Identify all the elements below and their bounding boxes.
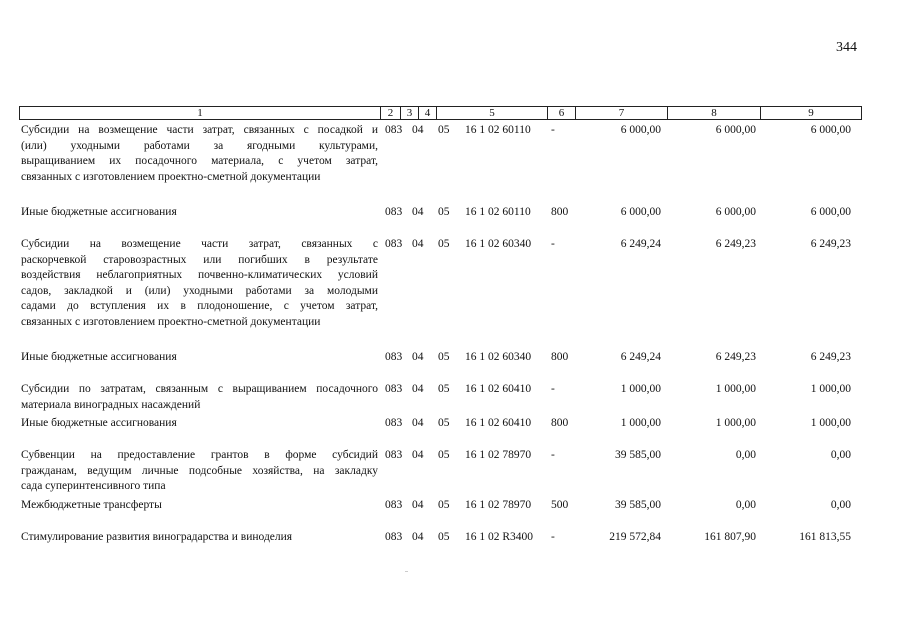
cell-c7: 6 249,24 xyxy=(620,351,661,363)
cell-c6: - xyxy=(551,531,555,543)
row-name xyxy=(21,448,378,495)
cell-c4: 05 xyxy=(438,351,450,363)
row-name-line: Субсидии по затратам, связанным с выращиванием посадочного xyxy=(21,383,378,395)
cell-c2: 083 xyxy=(385,351,403,363)
cell-c9: 6 249,23 xyxy=(810,351,851,363)
cell-c2: 083 xyxy=(385,531,403,543)
cell-c9: 6 000,00 xyxy=(810,124,851,136)
cell-c4: 05 xyxy=(438,206,450,218)
cell-c2: 083 xyxy=(385,238,403,250)
cell-c2: 083 xyxy=(385,124,403,136)
cell-c3: 04 xyxy=(412,383,424,395)
cell-c3: 04 xyxy=(412,206,424,218)
cell-c5: 16 1 02 78970 xyxy=(465,449,532,461)
row-name xyxy=(21,237,378,331)
row-name-line: воздействия неблагоприятных почвенно-климатических условий xyxy=(21,269,378,282)
header-col-9: 9 xyxy=(808,107,814,119)
cell-c6: - xyxy=(551,238,555,250)
cell-c6: 800 xyxy=(551,417,569,429)
row-name-line: материала виноградных насаждений xyxy=(21,398,201,411)
cell-c2: 083 xyxy=(385,383,403,395)
cell-c6: 500 xyxy=(551,499,569,511)
row-name-line: Межбюджетные трансферты xyxy=(21,499,162,511)
cell-c9: 1 000,00 xyxy=(810,417,851,429)
header-col-1: 1 xyxy=(197,107,203,119)
row-name-line: Субсидии на возмещение части затрат, связанных с посадкой и xyxy=(21,124,378,136)
row-name-line: Стимулирование развития виноградарства и виноделия xyxy=(21,531,293,543)
cell-c8: 1 000,00 xyxy=(715,383,756,395)
cell-c9: 1 000,00 xyxy=(810,383,851,395)
cell-c8: 6 249,23 xyxy=(715,351,756,363)
header-col-4: 4 xyxy=(424,107,431,119)
row-name xyxy=(21,205,378,221)
cell-c3: 04 xyxy=(412,124,424,136)
cell-c3: 04 xyxy=(412,417,424,429)
cell-c9: 6 249,23 xyxy=(810,238,851,250)
row-name xyxy=(21,416,378,432)
row-name xyxy=(21,530,378,546)
cell-c8: 0,00 xyxy=(735,499,756,511)
cell-c6: - xyxy=(551,449,555,461)
cell-c5: 16 1 02 78970 xyxy=(465,499,532,511)
header-col-5: 5 xyxy=(489,107,495,119)
cell-c7: 39 585,00 xyxy=(615,499,661,511)
header-col-3: 3 xyxy=(406,107,413,119)
row-name xyxy=(21,498,378,514)
row-name-line: гражданам, ведущим личные подсобные хозяйства, на закладку xyxy=(21,464,378,477)
row-name xyxy=(21,350,378,366)
cell-c3: 04 xyxy=(412,449,424,461)
row-name xyxy=(21,382,378,413)
cell-c4: 05 xyxy=(438,499,450,511)
cell-c5: 16 1 02 60110 xyxy=(465,124,531,136)
row-name-line: садами до вступления их в плодоношение, с учетом затрат, xyxy=(21,300,378,313)
cell-c7: 6 249,24 xyxy=(620,238,661,250)
cell-c8: 1 000,00 xyxy=(715,417,756,429)
cell-c5: 16 1 02 60340 xyxy=(465,238,532,250)
cell-c4: 05 xyxy=(438,417,450,429)
cell-c3: 04 xyxy=(412,238,424,250)
row-name-line: связанных с изготовлением проектно-сметной документации xyxy=(21,170,321,183)
row-name xyxy=(21,123,378,185)
row-name-line: Иные бюджетные ассигнования xyxy=(21,206,177,218)
row-name-line: сада суперинтенсивного типа xyxy=(21,480,166,493)
cell-c8: 6 000,00 xyxy=(715,124,756,136)
row-name-line: Иные бюджетные ассигнования xyxy=(21,351,177,363)
cell-c7: 1 000,00 xyxy=(620,417,661,429)
row-name-line: Субсидии на возмещение части затрат, связанных с xyxy=(21,238,378,250)
cell-c8: 0,00 xyxy=(735,449,756,461)
page-number: 344 xyxy=(836,40,857,55)
budget-table xyxy=(19,106,862,543)
cell-c5: 16 1 02 60340 xyxy=(465,351,532,363)
row-name-line: (или) уходными работами за ягодными культурами, xyxy=(21,139,378,152)
cell-c7: 6 000,00 xyxy=(620,206,661,218)
cell-c3: 04 xyxy=(412,499,424,511)
cell-c2: 083 xyxy=(385,499,403,511)
row-name-line: связанных с изготовлением проектно-сметной документации xyxy=(21,315,321,328)
cell-c7: 6 000,00 xyxy=(620,124,661,136)
cell-c6: - xyxy=(551,383,555,395)
cell-c9: 0,00 xyxy=(830,449,851,461)
header-col-2: 2 xyxy=(387,107,394,119)
cell-c6: - xyxy=(551,124,555,136)
cell-c8: 161 807,90 xyxy=(704,531,756,543)
cell-c5: 16 1 02 R3400 xyxy=(465,531,534,543)
row-name-line: выращиванием их посадочного материала, с учетом затрат, xyxy=(21,155,378,168)
cell-c7: 219 572,84 xyxy=(609,531,661,543)
cell-c4: 05 xyxy=(438,531,450,543)
row-name-line: садов, закладкой и (или) уходными работами за молодыми xyxy=(21,284,378,297)
cell-c5: 16 1 02 60410 xyxy=(465,417,532,429)
header-col-8: 8 xyxy=(711,107,717,119)
cell-c8: 6 249,23 xyxy=(715,238,756,250)
cell-c4: 05 xyxy=(438,124,450,136)
cell-c9: 161 813,55 xyxy=(799,531,851,543)
cell-c4: 05 xyxy=(438,238,450,250)
row-name-line: Иные бюджетные ассигнования xyxy=(21,417,177,429)
cell-c6: 800 xyxy=(551,206,569,218)
row-name-line: Субвенции на предоставление грантов в форме субсидий xyxy=(21,449,378,461)
cell-c5: 16 1 02 60110 xyxy=(465,206,531,218)
cell-c3: 04 xyxy=(412,351,424,363)
cell-c3: 04 xyxy=(412,531,424,543)
cell-c9: 0,00 xyxy=(830,499,851,511)
cell-c2: 083 xyxy=(385,417,403,429)
header-col-6: 6 xyxy=(558,107,565,119)
cell-c9: 6 000,00 xyxy=(810,206,851,218)
row-name-line: раскорчевкой старовозрастных или погибших в результате xyxy=(21,253,378,266)
table-header xyxy=(19,106,862,120)
cell-c7: 39 585,00 xyxy=(615,449,661,461)
cell-c4: 05 xyxy=(438,449,450,461)
cell-c2: 083 xyxy=(385,449,403,461)
header-col-7: 7 xyxy=(618,107,625,119)
cell-c2: 083 xyxy=(385,206,403,218)
cell-c4: 05 xyxy=(438,383,450,395)
cell-c7: 1 000,00 xyxy=(620,383,661,395)
cell-c5: 16 1 02 60410 xyxy=(465,383,532,395)
cell-c6: 800 xyxy=(551,351,569,363)
cell-c8: 6 000,00 xyxy=(715,206,756,218)
